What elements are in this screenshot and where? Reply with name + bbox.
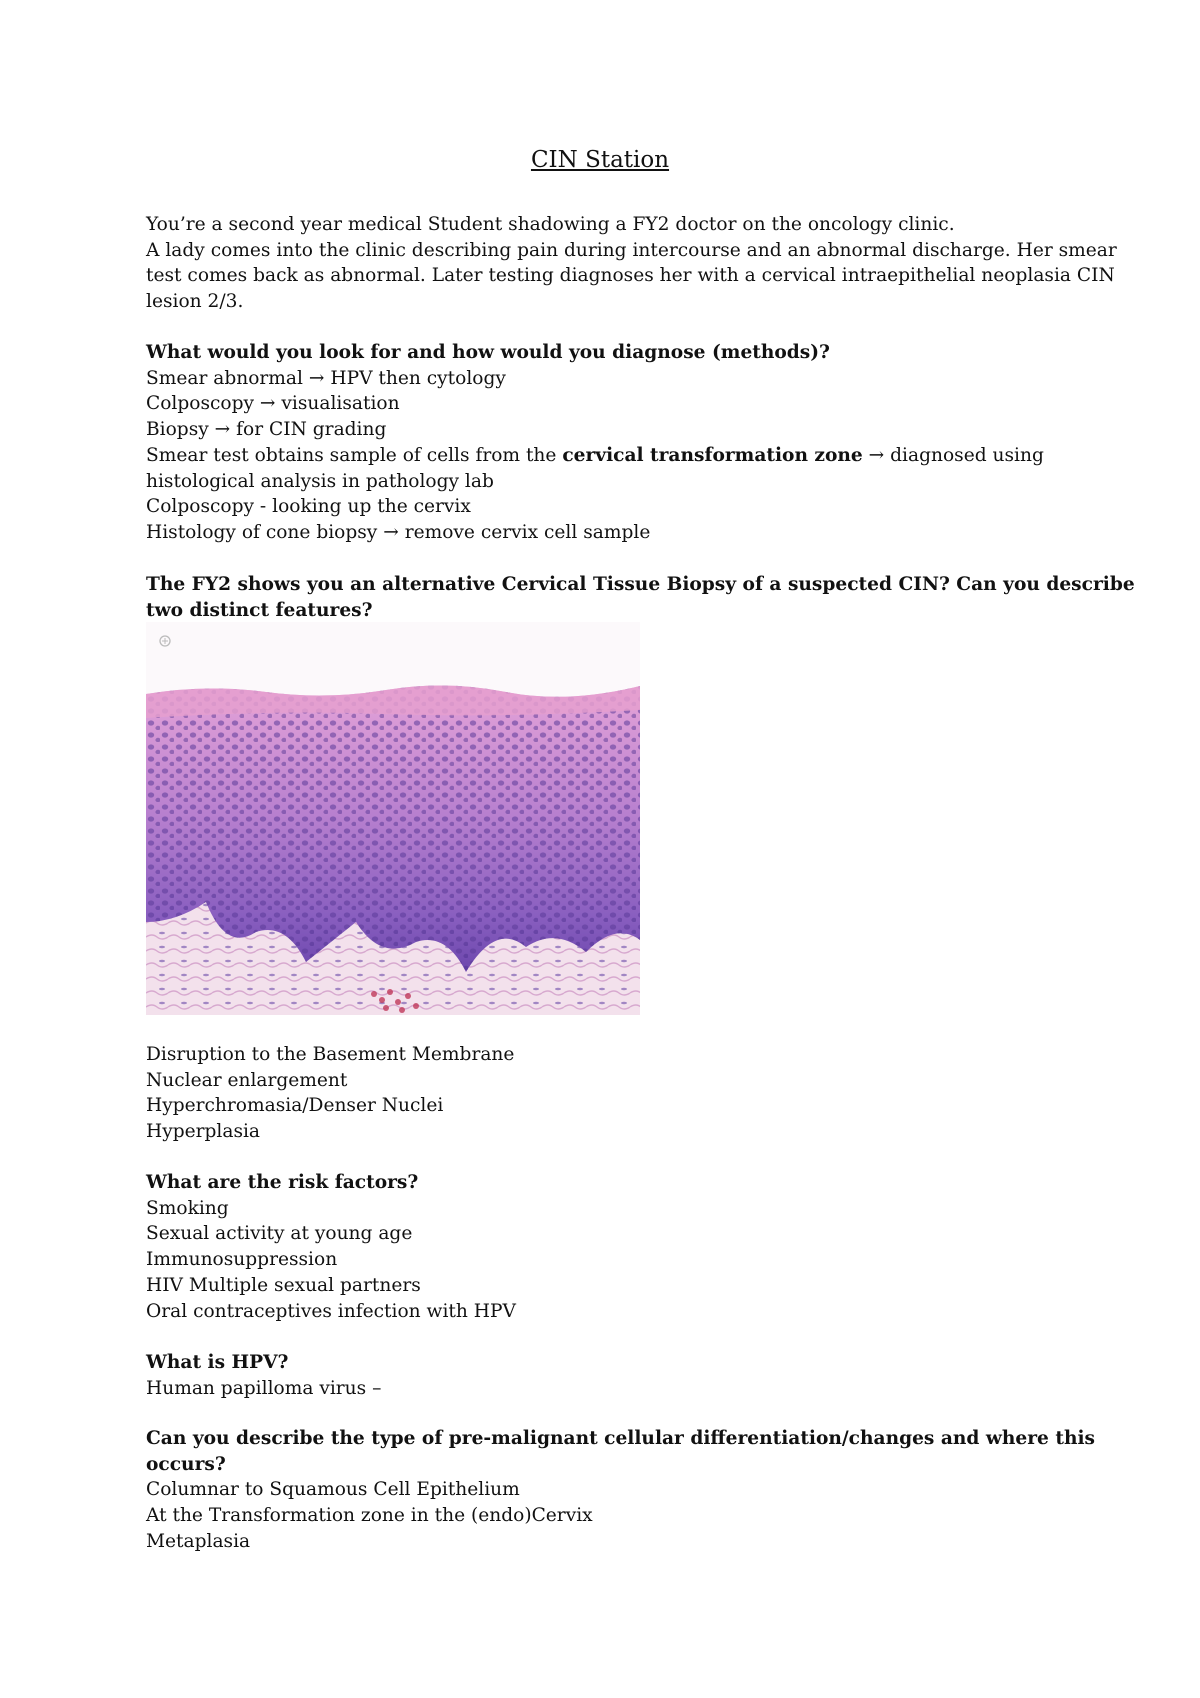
intro-paragraph (146, 212, 1117, 315)
section-hpv (146, 1350, 1066, 1401)
intro-line: You’re a second year medical Student shadowing a FY2 doctor on the oncology clinic. (146, 214, 955, 235)
question-heading: occurs? (146, 1453, 226, 1475)
question-heading: What is HPV? (146, 1352, 289, 1373)
answer-line: Smoking (146, 1197, 229, 1219)
question-heading: Can you describe the type of pre-malignant cellular differentiation/changes and where this (146, 1428, 1095, 1449)
section-biopsy-question (146, 572, 1135, 623)
answer-text: Smear test obtains sample of cells from the (146, 444, 563, 466)
answer-line: Oral contraceptives infection with HPV (146, 1300, 516, 1322)
answer-line: Disruption to the Basement Membrane (146, 1044, 515, 1065)
answer-line: HIV Multiple sexual partners (146, 1274, 421, 1296)
question-heading: What are the risk factors? (146, 1172, 419, 1193)
question-heading: What would you look for and how would you diagnose (methods)? (146, 342, 830, 363)
intro-line: test comes back as abnormal. Later testing diagnoses her with a cervical intraepithelial neoplasia CIN (146, 265, 1115, 287)
answer-line: Hyperplasia (146, 1121, 261, 1143)
section-diagnosis (146, 340, 1066, 546)
answer-line: Histology of cone biopsy → remove cervix cell sample (146, 521, 651, 543)
answer-text: → diagnosed using (862, 444, 1044, 466)
answer-line: Colposcopy → visualisation (146, 393, 400, 415)
histology-image (146, 622, 640, 1015)
answer-line: Hyperchromasia/Denser Nuclei (146, 1095, 444, 1117)
answer-line: Nuclear enlargement (146, 1069, 348, 1091)
answer-line: Sexual activity at young age (146, 1223, 413, 1245)
page-title: CIN Station (530, 147, 670, 173)
section-differentiation (146, 1426, 1095, 1555)
answer-line: Smear abnormal → HPV then cytology (146, 367, 506, 389)
answer-emphasis: cervical transformation zone (562, 444, 863, 466)
section-features (146, 1042, 1066, 1145)
answer-line: Immunosuppression (146, 1249, 338, 1271)
answer-line: At the Transformation zone in the (endo)Cervix (146, 1505, 593, 1527)
answer-line: Colposcopy - looking up the cervix (146, 496, 471, 518)
answer-line: Columnar to Squamous Cell Epithelium (146, 1479, 520, 1501)
answer-line: Human papilloma virus – (146, 1377, 382, 1399)
intro-line: A lady comes into the clinic describing pain during intercourse and an abnormal discharge. Her smear (146, 239, 1117, 261)
intro-line: lesion 2/3. (146, 291, 244, 313)
question-heading: The FY2 shows you an alternative Cervical Tissue Biopsy of a suspected CIN? Can you describe (146, 574, 1135, 595)
section-risk-factors (146, 1170, 1066, 1324)
answer-line: Biopsy → for CIN grading (146, 419, 387, 441)
answer-line: Metaplasia (146, 1530, 251, 1552)
answer-line (146, 443, 1066, 469)
question-heading: two distinct features? (146, 599, 373, 621)
answer-line: histological analysis in pathology lab (146, 470, 494, 492)
